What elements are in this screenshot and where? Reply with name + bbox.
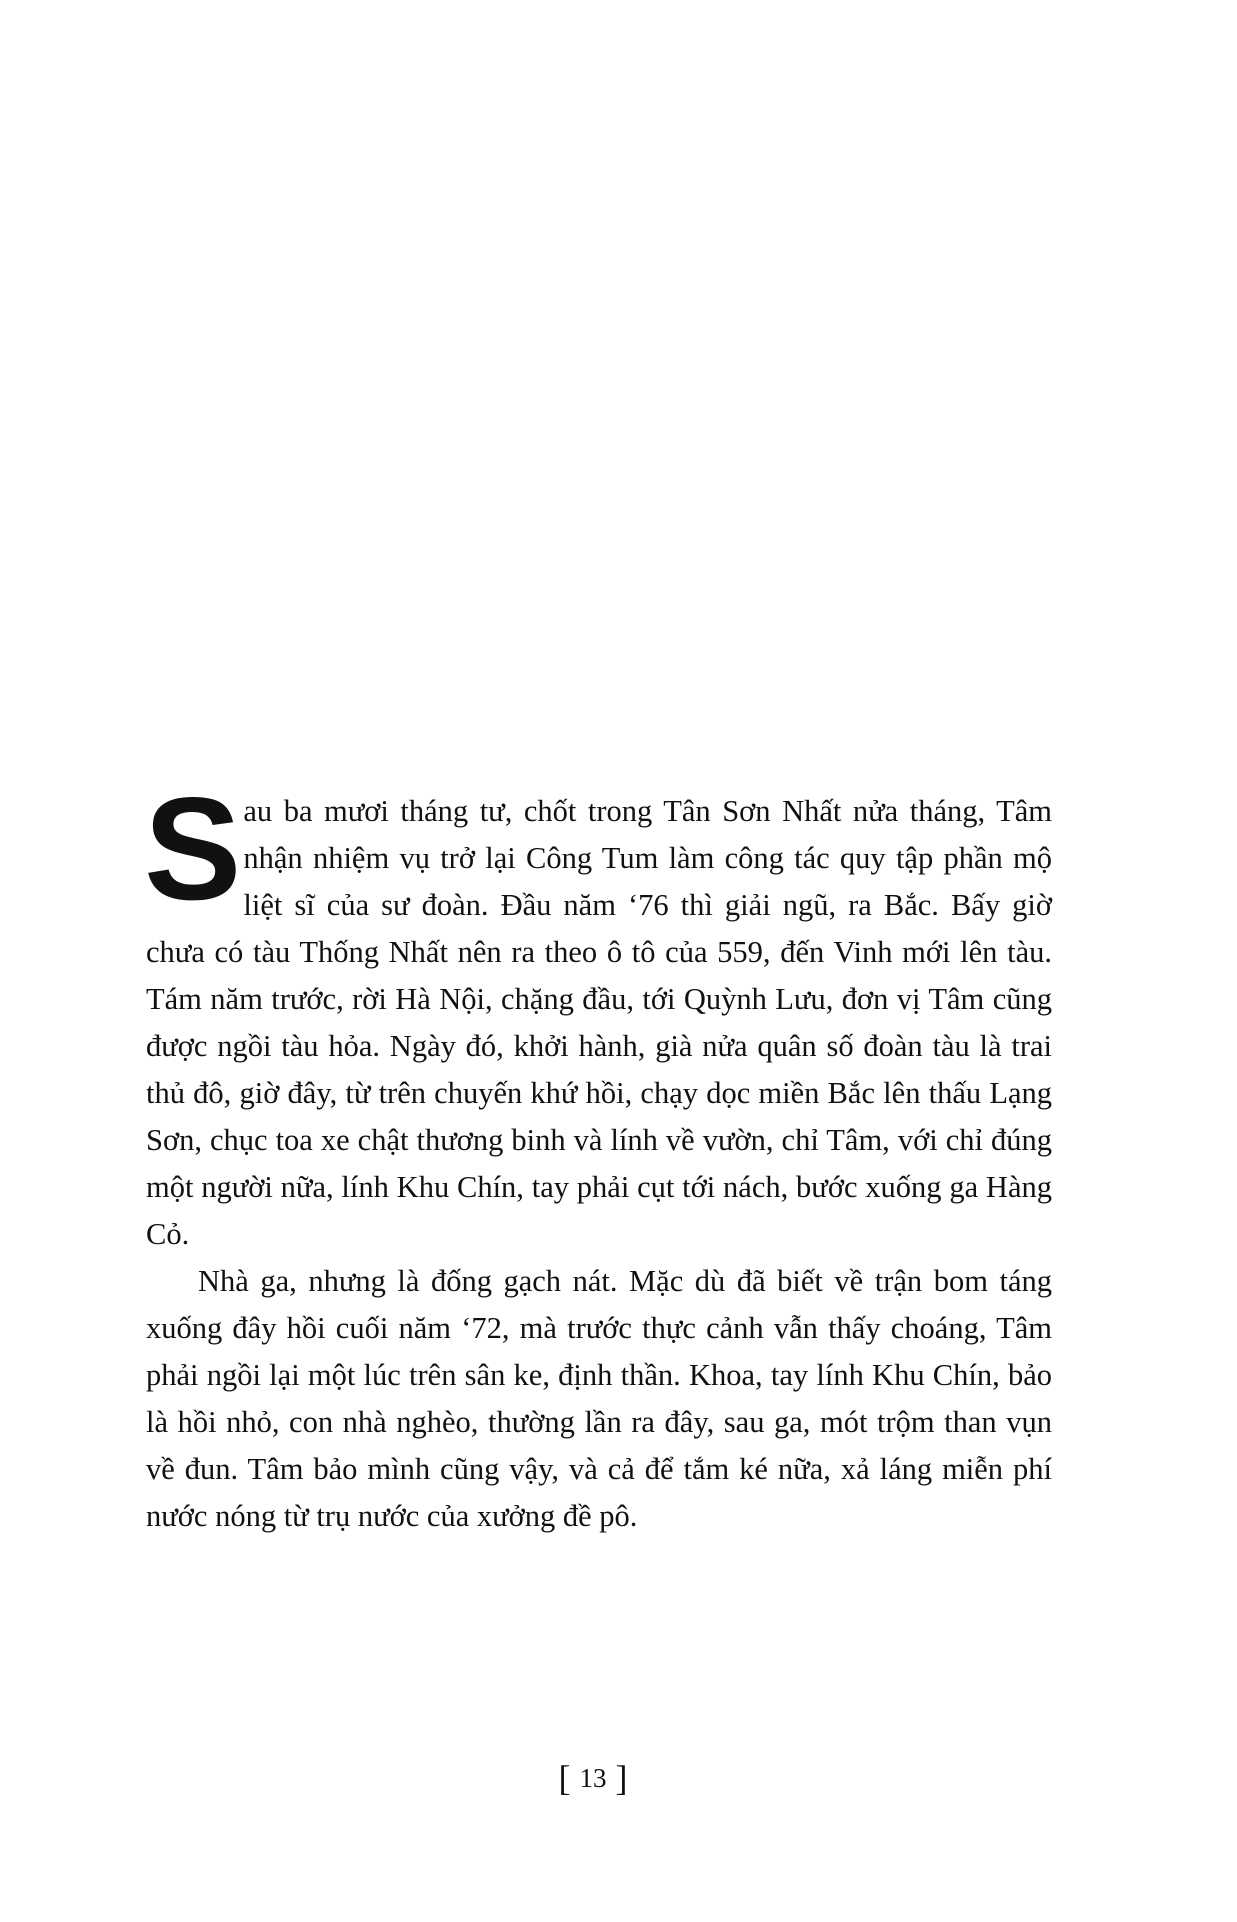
- paragraph-1-text: au ba mươi tháng tư, chốt trong Tân Sơn Nhất nửa tháng, Tâm nhận nhiệm vụ trở lại Công Tum làm công tác quy tập phần mộ liệt sĩ của sư đoàn. Đầu năm ‘76 thì giải ngũ, ra Bắc. Bấy giờ chưa có tàu Thống Nhất nên ra theo ô tô của 559, đến Vinh mới lên tàu. Tám năm trước, rời Hà Nội, chặng đầu, tới Quỳnh Lưu, đơn vị Tâm cũng được ngồi tàu hỏa. Ngày đó, khởi hành, già nửa quân số đoàn tàu là trai thủ đô, giờ đây, từ trên chuyến khứ hồi, chạy dọc miền Bắc lên thấu Lạng Sơn, chục toa xe chật thương binh và lính về vườn, chỉ Tâm, với chỉ đúng một người nữa, lính Khu Chín, tay phải cụt tới nách, bước xuống ga Hàng Cỏ.: [146, 794, 1052, 1251]
- bracket-open: [: [558, 1758, 571, 1798]
- page-number-footer: [0, 1758, 1186, 1798]
- paragraph-1: [144, 767, 1052, 1258]
- drop-cap-letter: S: [144, 767, 242, 930]
- paragraph-2: Nhà ga, nhưng là đống gạch nát. Mặc dù đã biết về trận bom táng xuống đây hồi cuối năm ‘72, mà trước thực cảnh vẫn thấy choáng, Tâm phải ngồi lại một lúc trên sân ke, định thần. Khoa, tay lính Khu Chín, bảo là hồi nhỏ, con nhà nghèo, thường lần ra đây, sau ga, mót trộm than vụn về đun. Tâm bảo mình cũng vậy, và cả để tắm ké nữa, xả láng miễn phí nước nóng từ trụ nước của xưởng đề pô.: [146, 1264, 1052, 1533]
- bracket-close: ]: [615, 1758, 628, 1798]
- page-number: 13: [579, 1763, 607, 1793]
- body-text: [144, 767, 1052, 1540]
